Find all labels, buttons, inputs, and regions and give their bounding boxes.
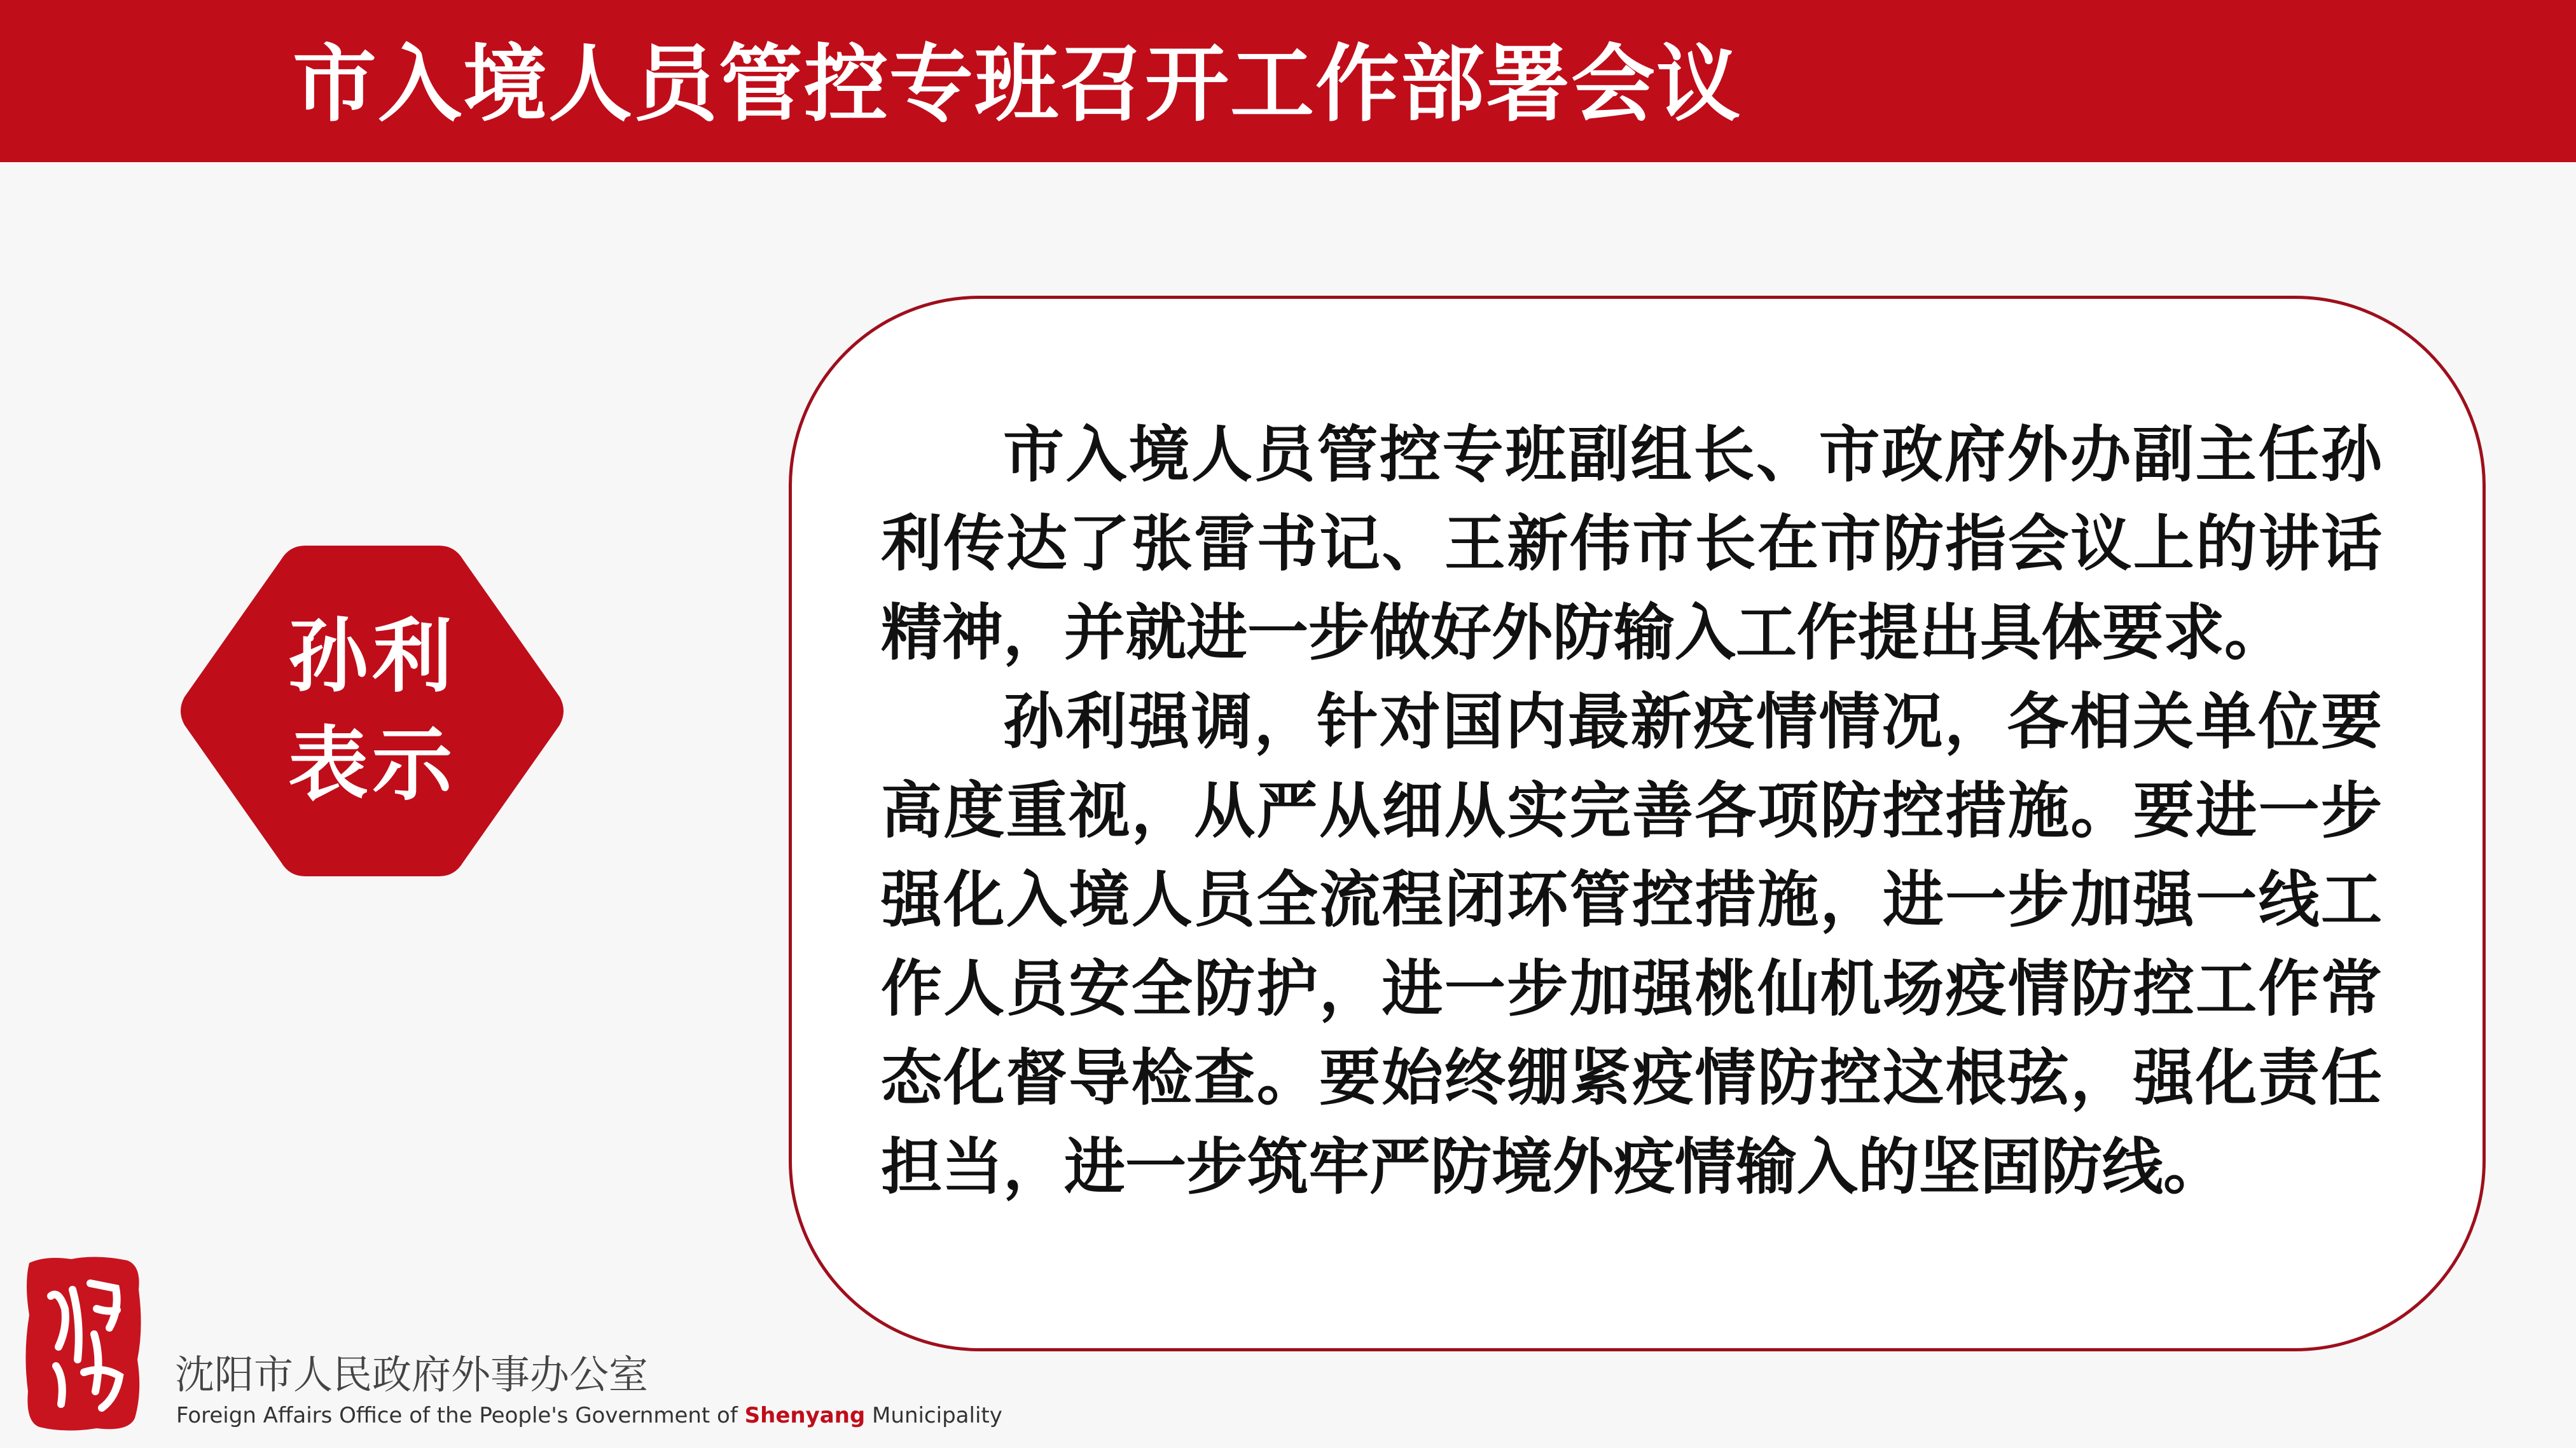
header-bar [0, 0, 2576, 162]
org-en-suffix: Municipality [865, 1403, 1002, 1428]
page-title: 市入境人员管控专班召开工作部署会议 [293, 36, 1742, 134]
speaker-badge [172, 539, 572, 883]
badge-line-2: 表示 [288, 718, 456, 811]
content-box [789, 296, 2486, 1351]
org-name-english [176, 1401, 1002, 1430]
seal-icon [20, 1251, 148, 1436]
org-name-chinese: 沈阳市人民政府外事办公室 [175, 1351, 649, 1398]
badge-line-1: 孙利 [288, 610, 456, 703]
body-text [881, 410, 2382, 1211]
org-en-prefix: Foreign Affairs Office of the People's Government of [176, 1403, 745, 1428]
paragraph-1: 市入境人员管控专班副组长、市政府外办副主任孙利传达了张雷书记、王新伟市长在市防指会议上的讲话精神，并就进一步做好外防输入工作提出具体要求。 [881, 419, 2382, 668]
shenyang-seal-logo [20, 1251, 148, 1436]
org-en-highlight: Shenyang [744, 1403, 866, 1428]
paragraph-2: 孙利强调，针对国内最新疫情情况，各相关单位要高度重视，从严从细从实完善各项防控措施。要进一步强化入境人员全流程闭环管控措施，进一步加强一线工作人员安全防护，进一步加强桃仙机场疫情防控工作常态化督导检查。要始终绷紧疫情防控这根弦，强化责任担当，进一步筑牢严防境外疫情输入的坚固防线。 [881, 686, 2382, 1203]
